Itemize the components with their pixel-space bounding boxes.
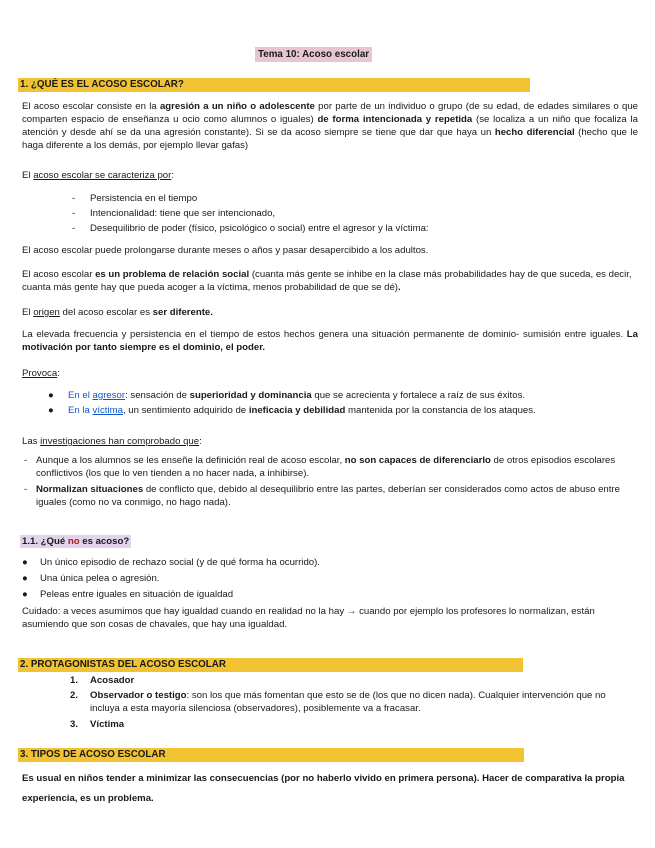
document-page: Tema 10: Acoso escolar 1. ¿QUÉ ES EL ACOSO ESCOLAR? El acoso escolar consiste en la agresión a un niño o adolescente por parte de un individuo o grupo (de su edad, de edades similares o que comparten espacio de enseñanza u ocio como alumnos o iguales) de forma intencionada y repetida (se localiza a un niño que focaliza la atención y desde ahí se da una agresión constante). Si se da acoso siempre se tiene que dar que haya un hecho diferencial (hecho que le haga diferente a los demás, por ejemplo llevar gafas) El acoso escolar se caracteriza por: - Persistencia en el tiempo - Intencionalidad: tiene que ser intencionado, - Desequilibrio de poder (físico, psicológico o social) entre el agresor y la víctima: El acoso escolar puede prolongarse durante meses o años y pasar desapercibido a los adultos. El acoso escolar es un problema de relación social (cuanta más gente se inhibe en la clase más probabilidades hay de que suceda, es decir, cuanta más gente hay que pueda acoger a la víctima, menos probabilidad de que se dé). El origen del acoso escolar es ser diferente. La elevada frecuencia y persistencia en el tiempo de estos hechos genera una situación permanente de dominio- sumisión entre iguales. La motivación por tanto siempre es el dominio, el poder. Provoca: ● En el agresor: sensación de superioridad y dominancia que se acrecienta y fortalece a raíz de sus éxitos. ● En la víctima, un sentimiento adquirido de ineficacia y debilidad mantenida por la constancia de los ataques. Las investigaciones han comprobado que: - Aunque a los alumnos se les enseñe la definición real de acoso escolar, no son capaces de diferenciarlo de otros episodios escolares conflictivos (los que lo ven tienden a no hacer nada, a inhibirse). - Normalizan situaciones de conflicto que, debido al desequilibrio entre las partes, deberían ser considerados como actos de abuso entre iguales (como no va conmigo, no hago nada). 1.1. ¿Qué no es acoso? ● Un único episodio de rechazo social (y de qué forma ha ocurrido). ● Una única pelea o agresión. ● Peleas entre iguales en situación de igualdad Cuidado: a veces asumimos que hay igualdad cuando en realidad no la hay → cuando por ejemplo los profesores lo normalizan, están asumiendo que son cosas de chavales, que hay una igualdad. 2. PROTAGONISTAS DEL ACOSO ESCOLAR 1. Acosador 2. Observador o testigo: son los que más fomentan que esto se de (los que no dicen nada). Cualquier intervención que no incluya a esta mayoría silenciosa (observadores), posiblemente va a fracasar. 3. Víctima 3. TIPOS DE ACOSO ESCOLAR Es usual en niños tender a minimizar las consecuencias (por no haberlo vivido en primera persona). Hacer de comparativa la propia experiencia, es un problema. (0, 0, 655, 848)
definition-paragraph: El acoso escolar consiste en la agresión a un niño o adolescente por parte de un individuo o grupo (de su edad, de edades similares o que comparten espacio de enseñanza u ocio como alumnos o iguales) de forma intencionada y repetida (se localiza a un niño que focaliza la atención y desde ahí se da una agresión constante). Si se da acoso siempre se tiene que dar que haya un hecho diferencial (hecho que le haga diferente a los demás, por ejemplo llevar gafas) (22, 101, 638, 151)
investigations-intro: Las investigaciones han comprobado que: (22, 436, 202, 447)
types-paragraph: Es usual en niños tender a minimizar las consecuencias (por no haberlo vivido en primera persona). Hacer de comparativa la propia experiencia, es un problema. (22, 773, 625, 804)
section-2-heading: 2. PROTAGONISTAS DEL ACOSO ESCOLAR (18, 658, 523, 672)
section-1-heading: 1. ¿QUÉ ES EL ACOSO ESCOLAR? (18, 78, 530, 92)
section-3-heading: 3. TIPOS DE ACOSO ESCOLAR (18, 748, 524, 762)
prolong-paragraph: El acoso escolar puede prolongarse durante meses o años y pasar desapercibido a los adultos. (22, 245, 429, 256)
victima-link[interactable]: víctima (92, 405, 123, 416)
social-paragraph: El acoso escolar es un problema de relación social (cuanta más gente se inhibe en la clase más probabilidades hay de que suceda, es decir, cuanta más gente hay que pueda acoger a la víctima, menos probabilidad de que se dé). (22, 269, 632, 293)
page-title: Tema 10: Acoso escolar (255, 47, 372, 62)
provoca-intro: Provoca: (22, 368, 60, 379)
subsection-1-1-heading: 1.1. ¿Qué no es acoso? (22, 536, 130, 547)
cuidado-paragraph: Cuidado: a veces asumimos que hay igualdad cuando en realidad no la hay → cuando por ejemplo los profesores lo normalizan, están asumiendo que son cosas de chavales, que hay una igualdad. (22, 606, 595, 630)
origin-paragraph: El origen del acoso escolar es ser diferente. (22, 307, 213, 318)
characteristics-intro: El acoso escolar se caracteriza por: (22, 170, 174, 181)
agresor-link[interactable]: agresor (92, 390, 126, 401)
frequency-paragraph: La elevada frecuencia y persistencia en el tiempo de estos hechos genera una situación permanente de dominio- sumisión entre iguales. La motivación por tanto siempre es el dominio, el poder. (22, 329, 638, 353)
